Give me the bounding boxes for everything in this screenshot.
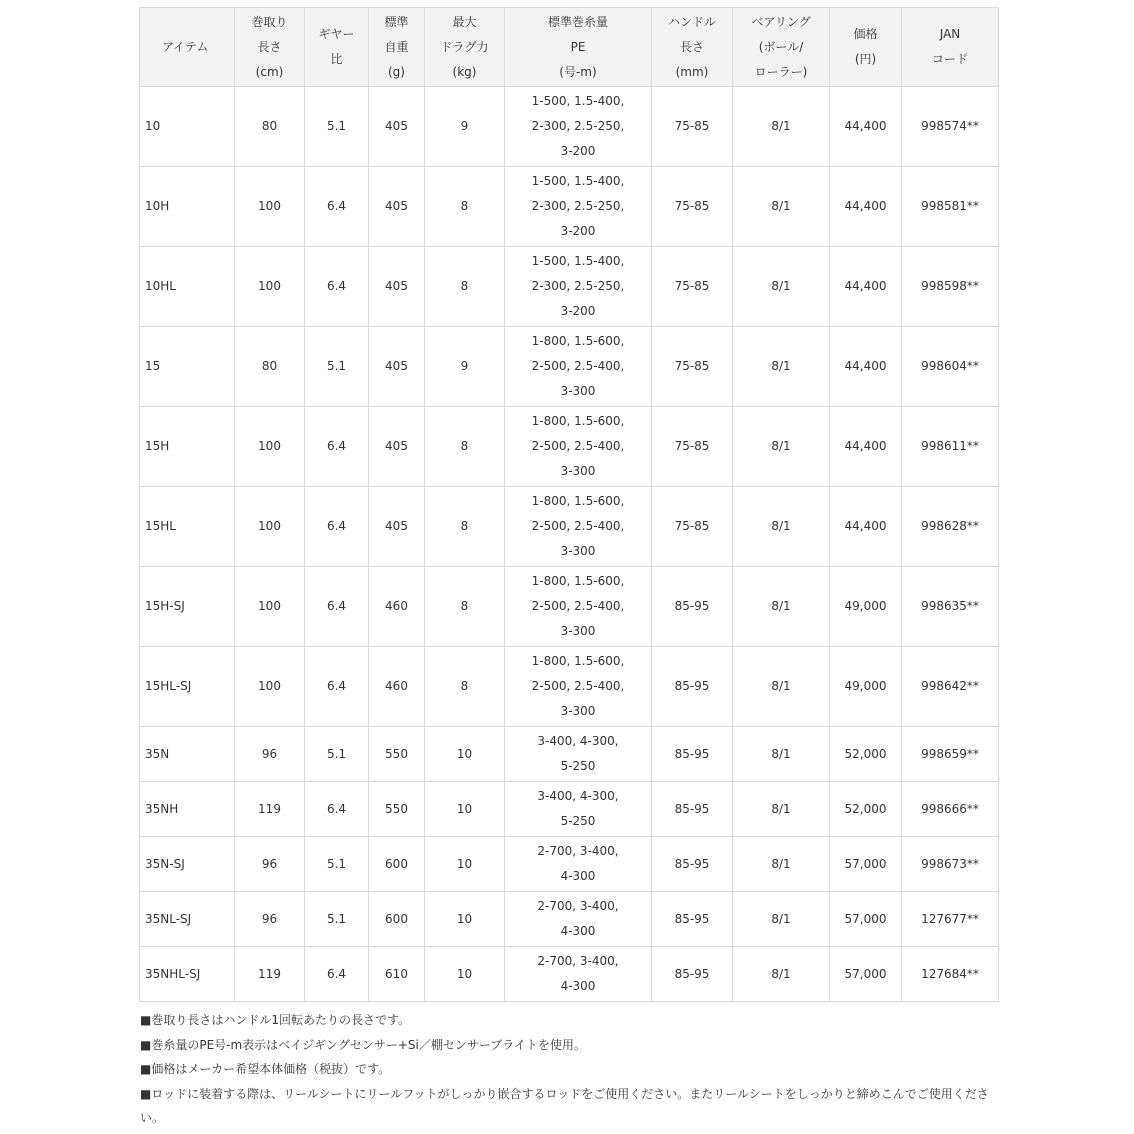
capacity-line: 3-300 xyxy=(560,704,596,718)
cell-gear: 6.4 xyxy=(305,487,369,567)
cell-gear: 5.1 xyxy=(305,727,369,782)
table-row xyxy=(140,407,999,487)
cell-bearing: 8/1 xyxy=(733,247,830,327)
cell-drag: 8 xyxy=(425,567,505,647)
cell-item: 15H xyxy=(140,407,235,487)
cell-drag: 8 xyxy=(425,247,505,327)
capacity-line: 3-200 xyxy=(560,144,596,158)
column-header-line: コード xyxy=(931,52,968,66)
cell-jan: 998635** xyxy=(902,567,999,647)
capacity-line: 2-500, 2.5-400, xyxy=(531,599,625,613)
cell-price: 44,400 xyxy=(830,167,902,247)
cell-handle: 75-85 xyxy=(652,407,733,487)
cell-bearing: 8/1 xyxy=(733,567,830,647)
cell-item: 15H-SJ xyxy=(140,567,235,647)
table-row xyxy=(140,782,999,837)
column-header-line: (ボール/ xyxy=(758,39,804,54)
cell-handle: 85-95 xyxy=(652,892,733,947)
column-header-line: (cm) xyxy=(255,64,284,79)
cell-price: 44,400 xyxy=(830,327,902,407)
cell-gear: 6.4 xyxy=(305,647,369,727)
column-header-line: 比 xyxy=(330,52,343,66)
column-header-line: 自重 xyxy=(384,39,409,54)
cell-retrieve: 96 xyxy=(235,837,305,892)
cell-handle: 75-85 xyxy=(652,87,733,167)
column-header-line: ドラグ力 xyxy=(440,39,489,54)
column-header-gear xyxy=(305,8,369,87)
table-row xyxy=(140,567,999,647)
cell-handle: 85-95 xyxy=(652,947,733,1002)
cell-drag: 10 xyxy=(425,892,505,947)
cell-item: 35NL-SJ xyxy=(140,892,235,947)
cell-gear: 6.4 xyxy=(305,167,369,247)
note-line-capacity: ■巻糸量のPE号-m表示はベイジギングセンサー+Si／棚センサーブライトを使用。 xyxy=(140,1037,586,1052)
capacity-line: 2-500, 2.5-400, xyxy=(531,359,625,373)
cell-drag: 8 xyxy=(425,647,505,727)
cell-price: 49,000 xyxy=(830,647,902,727)
capacity-line: 3-300 xyxy=(560,624,596,638)
column-header-line: 標準 xyxy=(384,14,409,29)
column-header-line: ハンドル xyxy=(667,14,716,29)
cell-weight: 405 xyxy=(369,167,425,247)
cell-price: 57,000 xyxy=(830,837,902,892)
cell-item: 35N xyxy=(140,727,235,782)
table-row xyxy=(140,487,999,567)
column-header-line: 長さ xyxy=(679,39,704,54)
cell-handle: 85-95 xyxy=(652,567,733,647)
cell-item: 15 xyxy=(140,327,235,407)
capacity-line: 3-400, 4-300, xyxy=(537,789,619,803)
capacity-line: 4-300 xyxy=(560,869,596,883)
cell-jan: 998581** xyxy=(902,167,999,247)
cell-handle: 85-95 xyxy=(652,727,733,782)
cell-jan: 998666** xyxy=(902,782,999,837)
column-header-line: アイテム xyxy=(162,39,209,54)
cell-gear: 6.4 xyxy=(305,247,369,327)
cell-retrieve: 100 xyxy=(235,407,305,487)
cell-item: 35N-SJ xyxy=(140,837,235,892)
cell-weight: 460 xyxy=(369,567,425,647)
capacity-line: 1-800, 1.5-600, xyxy=(531,654,625,668)
cell-jan: 998673** xyxy=(902,837,999,892)
capacity-line: 2-300, 2.5-250, xyxy=(531,279,625,293)
cell-gear: 5.1 xyxy=(305,87,369,167)
capacity-line: 3-300 xyxy=(560,544,596,558)
column-header-bearing xyxy=(733,8,830,87)
cell-drag: 8 xyxy=(425,487,505,567)
cell-weight: 405 xyxy=(369,87,425,167)
note-rod-fitting: ■ロッドに装着する際は、リールシートにリールフットがしっかり嵌合するロッドをご使用ください。またリールシートをしっかりと締めこんでご使用ください。 xyxy=(140,1086,989,1126)
cell-drag: 10 xyxy=(425,782,505,837)
capacity-line: 3-200 xyxy=(560,224,596,238)
cell-weight: 405 xyxy=(369,407,425,487)
column-header-line: 長さ xyxy=(257,39,282,54)
cell-price: 44,400 xyxy=(830,87,902,167)
cell-gear: 6.4 xyxy=(305,567,369,647)
capacity-line: 5-250 xyxy=(560,759,596,773)
cell-gear: 6.4 xyxy=(305,782,369,837)
column-header-line: (号-m) xyxy=(559,64,597,79)
table-header-row xyxy=(140,8,999,87)
cell-weight: 460 xyxy=(369,647,425,727)
cell-bearing: 8/1 xyxy=(733,782,830,837)
cell-bearing: 8/1 xyxy=(733,407,830,487)
column-header-line: 価格 xyxy=(853,27,878,41)
table-row xyxy=(140,727,999,782)
note-retrieve-length: ■巻取り長さはハンドル1回転あたりの長さです。 xyxy=(140,1013,411,1027)
notes-section xyxy=(140,1008,1000,1131)
table-row xyxy=(140,647,999,727)
cell-bearing: 8/1 xyxy=(733,327,830,407)
cell-jan: 998642** xyxy=(902,647,999,727)
capacity-line: 1-500, 1.5-400, xyxy=(531,174,625,188)
cell-capacity xyxy=(505,727,652,782)
table-row xyxy=(140,87,999,167)
capacity-line: 4-300 xyxy=(560,979,596,993)
cell-handle: 85-95 xyxy=(652,837,733,892)
capacity-line: 2-500, 2.5-400, xyxy=(531,679,625,693)
table-row xyxy=(140,837,999,892)
cell-retrieve: 119 xyxy=(235,782,305,837)
cell-capacity xyxy=(505,327,652,407)
column-header-drag xyxy=(425,8,505,87)
cell-capacity xyxy=(505,782,652,837)
cell-gear: 5.1 xyxy=(305,327,369,407)
cell-capacity xyxy=(505,247,652,327)
cell-jan: 998628** xyxy=(902,487,999,567)
cell-handle: 85-95 xyxy=(652,647,733,727)
cell-drag: 8 xyxy=(425,167,505,247)
cell-handle: 75-85 xyxy=(652,247,733,327)
column-header-line: JAN xyxy=(939,27,961,41)
cell-gear: 5.1 xyxy=(305,892,369,947)
cell-drag: 8 xyxy=(425,407,505,487)
cell-drag: 10 xyxy=(425,727,505,782)
cell-gear: 6.4 xyxy=(305,407,369,487)
cell-weight: 405 xyxy=(369,487,425,567)
column-header-weight xyxy=(369,8,425,87)
cell-capacity xyxy=(505,837,652,892)
capacity-line: 3-300 xyxy=(560,464,596,478)
column-header-line: ギヤー xyxy=(318,27,355,41)
cell-jan: 127677** xyxy=(902,892,999,947)
column-header-line: (kg) xyxy=(452,64,477,79)
cell-drag: 10 xyxy=(425,947,505,1002)
cell-bearing: 8/1 xyxy=(733,837,830,892)
cell-jan: 998659** xyxy=(902,727,999,782)
column-header-line: (mm) xyxy=(675,64,709,79)
table-row xyxy=(140,892,999,947)
column-header-line: PE xyxy=(570,39,586,54)
capacity-line: 2-700, 3-400, xyxy=(537,954,619,968)
note-price: ■価格はメーカー希望本体価格（税抜）です。 xyxy=(140,1062,391,1077)
capacity-line: 1-500, 1.5-400, xyxy=(531,254,625,268)
cell-price: 52,000 xyxy=(830,782,902,837)
capacity-line: 2-700, 3-400, xyxy=(537,899,619,913)
cell-weight: 600 xyxy=(369,892,425,947)
cell-weight: 610 xyxy=(369,947,425,1002)
capacity-line: 2-700, 3-400, xyxy=(537,844,619,858)
table-body xyxy=(140,87,999,1002)
cell-bearing: 8/1 xyxy=(733,87,830,167)
cell-jan: 998604** xyxy=(902,327,999,407)
cell-item: 15HL-SJ xyxy=(140,647,235,727)
cell-jan: 998574** xyxy=(902,87,999,167)
cell-capacity xyxy=(505,407,652,487)
column-header-line: ベアリング xyxy=(751,14,811,29)
cell-capacity xyxy=(505,167,652,247)
capacity-line: 3-300 xyxy=(560,384,596,398)
column-header-retrieve xyxy=(235,8,305,87)
cell-retrieve: 80 xyxy=(235,87,305,167)
table-row xyxy=(140,247,999,327)
cell-retrieve: 100 xyxy=(235,647,305,727)
cell-bearing: 8/1 xyxy=(733,947,830,1002)
capacity-line: 3-400, 4-300, xyxy=(537,734,619,748)
cell-retrieve: 80 xyxy=(235,327,305,407)
table-row xyxy=(140,327,999,407)
capacity-line: 1-800, 1.5-600, xyxy=(531,414,625,428)
column-header-price xyxy=(830,8,902,87)
capacity-line: 2-300, 2.5-250, xyxy=(531,199,625,213)
cell-item: 10H xyxy=(140,167,235,247)
capacity-line: 1-800, 1.5-600, xyxy=(531,574,625,588)
capacity-line: 2-500, 2.5-400, xyxy=(531,439,625,453)
capacity-line: 2-300, 2.5-250, xyxy=(531,119,625,133)
capacity-line: 5-250 xyxy=(560,814,596,828)
cell-price: 57,000 xyxy=(830,947,902,1002)
cell-weight: 600 xyxy=(369,837,425,892)
cell-item: 15HL xyxy=(140,487,235,567)
cell-handle: 75-85 xyxy=(652,487,733,567)
cell-gear: 5.1 xyxy=(305,837,369,892)
column-header-line: ローラー) xyxy=(754,64,808,79)
cell-retrieve: 100 xyxy=(235,247,305,327)
cell-price: 44,400 xyxy=(830,487,902,567)
cell-weight: 550 xyxy=(369,782,425,837)
table-row xyxy=(140,167,999,247)
cell-weight: 550 xyxy=(369,727,425,782)
cell-handle: 75-85 xyxy=(652,167,733,247)
cell-capacity xyxy=(505,947,652,1002)
cell-weight: 405 xyxy=(369,327,425,407)
cell-retrieve: 96 xyxy=(235,892,305,947)
cell-retrieve: 100 xyxy=(235,487,305,567)
cell-bearing: 8/1 xyxy=(733,167,830,247)
cell-capacity xyxy=(505,567,652,647)
column-header-line: 最大 xyxy=(452,14,477,29)
cell-bearing: 8/1 xyxy=(733,727,830,782)
cell-retrieve: 119 xyxy=(235,947,305,1002)
cell-retrieve: 96 xyxy=(235,727,305,782)
cell-weight: 405 xyxy=(369,247,425,327)
cell-capacity xyxy=(505,892,652,947)
cell-price: 44,400 xyxy=(830,247,902,327)
column-header-line: 巻取り xyxy=(251,14,288,29)
column-header-jan xyxy=(902,8,999,87)
cell-capacity xyxy=(505,87,652,167)
cell-capacity xyxy=(505,487,652,567)
cell-drag: 9 xyxy=(425,327,505,407)
cell-jan: 127684** xyxy=(902,947,999,1002)
cell-item: 10 xyxy=(140,87,235,167)
cell-retrieve: 100 xyxy=(235,567,305,647)
cell-handle: 75-85 xyxy=(652,327,733,407)
table-row xyxy=(140,947,999,1002)
capacity-line: 2-500, 2.5-400, xyxy=(531,519,625,533)
cell-price: 44,400 xyxy=(830,407,902,487)
capacity-line: 3-200 xyxy=(560,304,596,318)
cell-handle: 85-95 xyxy=(652,782,733,837)
cell-capacity xyxy=(505,647,652,727)
cell-drag: 9 xyxy=(425,87,505,167)
cell-item: 10HL xyxy=(140,247,235,327)
column-header-item xyxy=(140,8,235,87)
cell-jan: 998598** xyxy=(902,247,999,327)
cell-drag: 10 xyxy=(425,837,505,892)
cell-bearing: 8/1 xyxy=(733,647,830,727)
column-header-line: 標準巻糸量 xyxy=(547,14,608,29)
cell-item: 35NH xyxy=(140,782,235,837)
cell-bearing: 8/1 xyxy=(733,892,830,947)
cell-price: 52,000 xyxy=(830,727,902,782)
cell-item: 35NHL-SJ xyxy=(140,947,235,1002)
capacity-line: 1-800, 1.5-600, xyxy=(531,494,625,508)
cell-jan: 998611** xyxy=(902,407,999,487)
cell-price: 49,000 xyxy=(830,567,902,647)
column-header-capacity xyxy=(505,8,652,87)
column-header-handle xyxy=(652,8,733,87)
cell-bearing: 8/1 xyxy=(733,487,830,567)
column-header-line: (円) xyxy=(854,52,877,66)
capacity-line: 1-800, 1.5-600, xyxy=(531,334,625,348)
cell-retrieve: 100 xyxy=(235,167,305,247)
cell-gear: 6.4 xyxy=(305,947,369,1002)
capacity-line: 1-500, 1.5-400, xyxy=(531,94,625,108)
column-header-line: (g) xyxy=(388,64,405,79)
spec-table xyxy=(139,7,999,1002)
capacity-line: 4-300 xyxy=(560,924,596,938)
cell-price: 57,000 xyxy=(830,892,902,947)
